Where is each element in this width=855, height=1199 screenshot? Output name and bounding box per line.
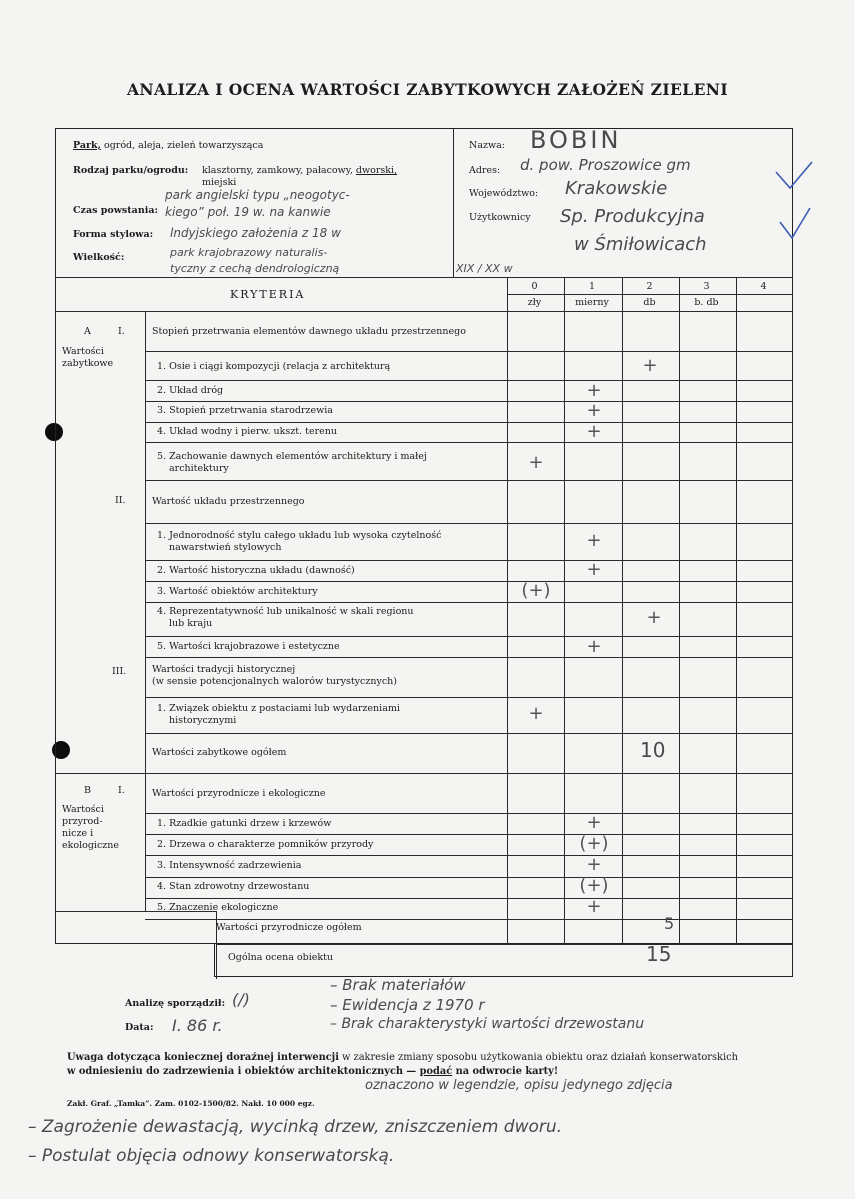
handwritten-uzytkownicy-1: Sp. Produkcyjna <box>560 206 705 227</box>
mark-iii1: + <box>528 703 544 724</box>
handwritten-century: XIX / XX w <box>456 262 513 275</box>
row-ii-3: 3. Wartość obiektów architektury <box>157 586 318 597</box>
row-stopien: Stopień przetrwania elementów dawnego układu przestrzennego <box>152 326 466 337</box>
col-num-1: 1 <box>588 281 596 292</box>
section-b-label-4: ekologiczne <box>62 840 120 851</box>
section-b-letter: B <box>84 785 91 796</box>
blue-check-marks <box>770 150 830 245</box>
col-num-3: 3 <box>703 281 710 292</box>
analize-label: Analizę sporządził: <box>125 998 226 1009</box>
row-a-5b: architektury <box>169 463 229 474</box>
row-ii-4b: lub kraju <box>169 618 213 629</box>
row-b-4: 4. Stan zdrowotny drzewostanu <box>157 881 310 892</box>
printer-info: Zakł. Graf. „Tamka”. Zam. 0102-1500/82. Nakł. 10 000 egz. <box>67 1099 315 1108</box>
section-b-label-1: Wartości <box>62 804 104 815</box>
adres-label: Adres: <box>469 165 501 176</box>
handwritten-line-2: – Postulat objęcia odnowy konserwatorską. <box>28 1146 395 1166</box>
handwritten-note-3: – Brak charakterystyki wartości drzewostanu <box>330 1016 645 1032</box>
handwritten-note-2: – Ewidencja z 1970 r <box>330 996 485 1014</box>
col-num-0: 0 <box>531 281 538 292</box>
mark-a4: + <box>586 421 602 442</box>
row-b-2: 2. Drzewa o charakterze pomników przyrody <box>157 839 374 850</box>
row-a-1: 1. Osie i ciągi kompozycji (relacja z architekturą <box>157 361 391 372</box>
handwritten-wielkosc-1: park krajobrazowy naturalis- <box>170 246 328 259</box>
mark-ii3: (+) <box>521 580 551 601</box>
mark-b4: (+) <box>579 875 609 896</box>
col-num-4: 4 <box>760 281 767 292</box>
row-przyrodnicze-ogolem: Wartości przyrodnicze ogółem <box>216 922 362 933</box>
mark-b1: + <box>586 812 602 833</box>
section-a-roman: I. <box>118 326 125 337</box>
row-b-5: 5. Znaczenie ekologiczne <box>157 902 279 913</box>
row-ii-1a: 1. Jednorodność stylu całego układu lub wysoka czytelność <box>157 530 442 541</box>
mark-ii4: + <box>646 607 662 628</box>
handwritten-uzytkownicy-2: w Śmiłowicach <box>574 234 707 255</box>
forma-label: Forma stylowa: <box>73 229 154 240</box>
col-num-2: 2 <box>646 281 653 292</box>
form-title: ANALIZA I OCENA WARTOŚCI ZABYTKOWYCH ZAŁOŻEŃ ZIELENI <box>126 80 728 99</box>
section-b-label-2: przyrod- <box>62 816 103 827</box>
data-label: Data: <box>125 1022 154 1033</box>
row-a-3: 3. Stopień przetrwania starodrzewia <box>157 405 333 416</box>
czas-label: Czas powstania: <box>73 205 158 216</box>
uwaga-line-2: w odniesieniu do zadrzewienia i obiektów architektonicznych — podać na odwrocie karty! <box>67 1066 559 1077</box>
kryteria-label: KRYTERIA <box>230 288 306 301</box>
row-ii-5: 5. Wartości krajobrazowe i estetyczne <box>157 641 340 652</box>
mark-ii2: + <box>586 559 602 580</box>
mark-b2: (+) <box>579 833 609 854</box>
mark-b5: + <box>586 896 602 917</box>
row-tradycja-2: (w sensie potencjonalnych walorów turystycznych) <box>152 676 397 687</box>
nazwa-label: Nazwa: <box>469 140 505 151</box>
rodzaj-options: klasztorny, zamkowy, pałacowy, dworski, <box>202 165 398 176</box>
row-a-4: 4. Układ wodny i pierw. ukszt. terenu <box>157 426 337 437</box>
row-ogolna-ocena: Ogólna ocena obiektu <box>228 952 334 963</box>
mark-ii1: + <box>586 530 602 551</box>
wielkosc-label: Wielkość: <box>73 252 125 263</box>
section-iii: III. <box>112 666 127 677</box>
row-przyrodnicze: Wartości przyrodnicze i ekologiczne <box>152 788 326 799</box>
col-desc-2: db <box>643 297 656 308</box>
mark-a1: + <box>642 355 658 376</box>
row-b-3: 3. Intensywność zadrzewienia <box>157 860 302 871</box>
handwritten-note-1: – Brak materiałów <box>330 976 466 994</box>
uwaga-line-1: Uwaga dotycząca koniecznej doraźnej interwencji w zakresie zmiany sposobu użytkowania obiektu oraz działań konserwatorskich <box>67 1052 738 1063</box>
handwritten-wojewodztwo: Krakowskie <box>565 178 668 199</box>
section-a-label-2: zabytkowe <box>62 358 114 369</box>
mark-a2: + <box>586 380 602 401</box>
handwritten-line-1: – Zagrożenie dewastacją, wycinką drzew, zniszczeniem dworu. <box>28 1117 563 1137</box>
wojewodztwo-label: Województwo: <box>469 188 539 199</box>
row-zabytkowe-ogolem: Wartości zabytkowe ogółem <box>152 747 287 758</box>
handwritten-legend-note: oznaczono w legendzie, opisu jedynego zdjęcia <box>365 1078 673 1093</box>
col-desc-3: b. db <box>694 297 719 308</box>
row-ii-2: 2. Wartość historyczna układu (dawność) <box>157 565 355 576</box>
handwritten-date: I. 86 r. <box>172 1016 223 1035</box>
total-zabytkowe: 10 <box>640 738 666 762</box>
row-b-1: 1. Rzadkie gatunki drzew i krzewów <box>157 818 332 829</box>
row-wartosc-ukladu: Wartość układu przestrzennego <box>152 496 305 507</box>
section-a-label-1: Wartości <box>62 346 104 357</box>
total-ogolna: 15 <box>646 942 672 966</box>
col-desc-0: zły <box>527 297 542 308</box>
handwritten-adres: d. pow. Proszowice gm <box>520 156 691 174</box>
rodzaj-label: Rodzaj parku/ogrodu: <box>73 165 189 176</box>
total-przyrodnicze: 5 <box>664 914 675 933</box>
section-a-letter: A <box>84 326 91 337</box>
handwritten-czas-1: park angielski typu „neogotyc- <box>165 188 350 202</box>
handwritten-nazwa: BOBIN <box>530 126 622 154</box>
rodzaj-miejski: miejski <box>202 177 237 188</box>
section-b-roman: I. <box>118 785 125 796</box>
section-b-label-3: nicze i <box>62 828 94 839</box>
section-ii: II. <box>115 495 126 506</box>
handwritten-forma: lndyjskiego założenia z 18 w <box>170 226 341 240</box>
row-iii-1a: 1. Związek obiektu z postaciami lub wydarzeniami <box>157 703 400 714</box>
handwritten-czas-2: kiego” poł. 19 w. na kanwie <box>165 205 331 219</box>
row-iii-1b: historycznymi <box>169 715 237 726</box>
uzytkownicy-label: Użytkownicy <box>469 212 531 223</box>
mark-a3: + <box>586 400 602 421</box>
mark-a5: + <box>528 452 544 473</box>
row-ii-1b: nawarstwień stylowych <box>169 542 282 553</box>
row-ii-4a: 4. Reprezentatywność lub unikalność w skali regionu <box>157 606 414 617</box>
handwritten-wielkosc-2: tyczny z cechą dendrologiczną <box>170 262 340 275</box>
row-tradycja-1: Wartości tradycji historycznej <box>152 664 296 675</box>
row-a-2: 2. Układ dróg <box>157 385 224 396</box>
row-a-5a: 5. Zachowanie dawnych elementów architektury i małej <box>157 451 427 462</box>
mark-ii5: + <box>586 636 602 657</box>
handwritten-signature: (/) <box>232 990 250 1009</box>
col-desc-1: mierny <box>575 297 609 308</box>
park-type-label: Park, ogród, aleja, zieleń towarzysząca <box>73 140 264 151</box>
mark-b3: + <box>586 854 602 875</box>
